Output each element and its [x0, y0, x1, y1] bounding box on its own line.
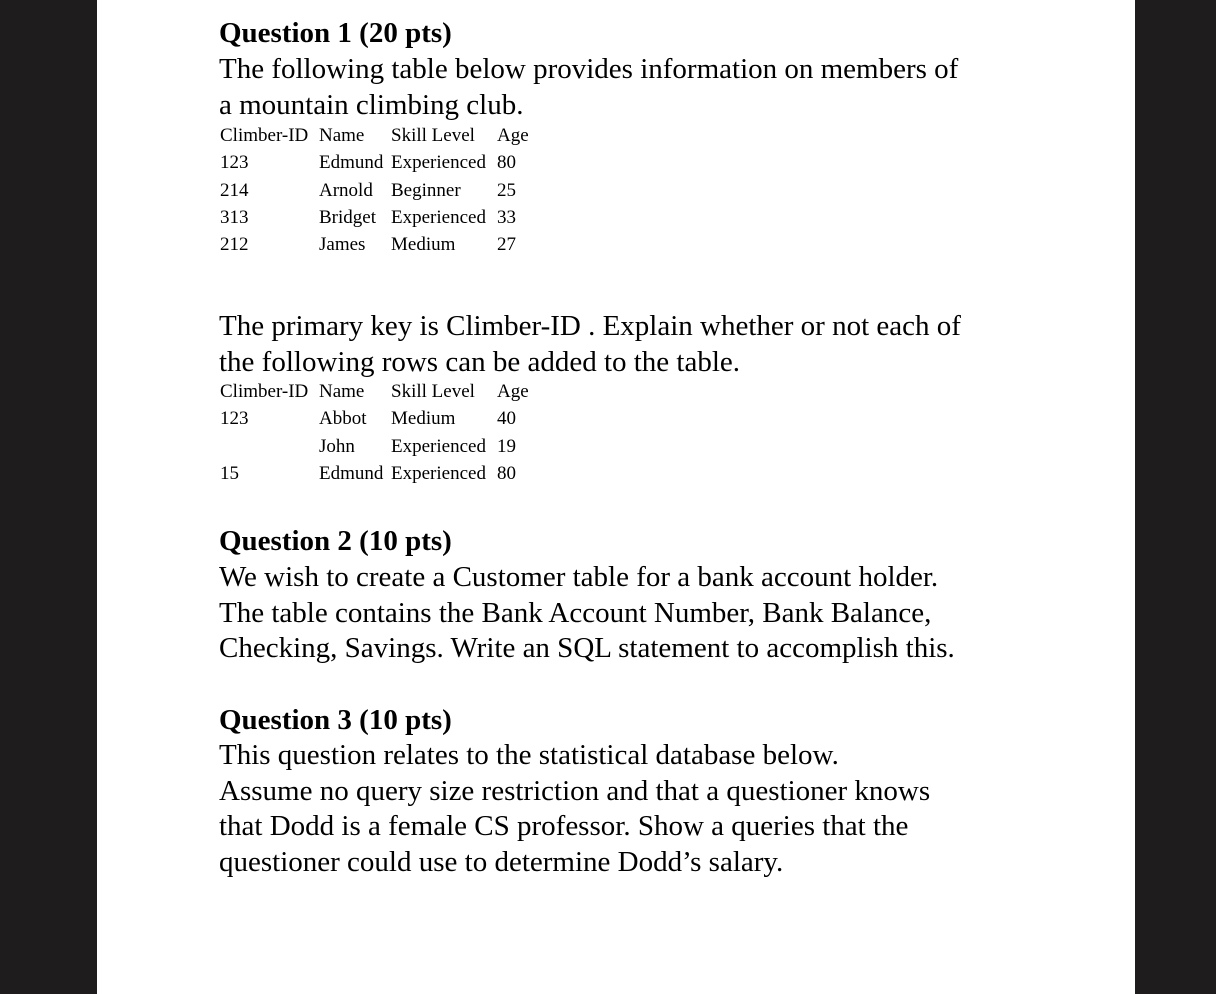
cell-age: 40	[497, 408, 516, 430]
question-2-line: We wish to create a Customer table for a bank account holder.	[219, 561, 939, 593]
column-header-climber-id: Climber-ID	[220, 125, 309, 146]
cell-age: 33	[497, 206, 516, 228]
question-3-line: Assume no query size restriction and that a questioner knows	[219, 774, 931, 807]
cell-name: Abbot	[319, 408, 367, 430]
cell-name: Edmund	[319, 462, 384, 484]
question-1-intro-line: The following table below provides information on members of	[219, 53, 959, 85]
column-header-climber-id: Climber-ID	[220, 381, 309, 402]
column-header-skill-level: Skill Level	[391, 381, 475, 402]
cell-name: Edmund	[319, 152, 384, 174]
question-1-prompt-line: The primary key is Climber-ID . Explain whether or not each of	[219, 310, 961, 342]
question-3-body	[219, 738, 1019, 880]
cell-age: 25	[497, 179, 516, 201]
question-1-prompt-line: the following rows can be added to the table.	[219, 345, 741, 378]
cell-age: 80	[497, 462, 516, 484]
column-header-name: Name	[319, 125, 365, 146]
document-page	[97, 0, 1135, 994]
cell-climber-id: 214	[220, 179, 249, 201]
question-1-prompt	[219, 309, 1019, 380]
cell-name: Bridget	[319, 206, 376, 228]
cell-age: 19	[497, 435, 516, 457]
question-1-intro-line: a mountain climbing club.	[219, 88, 524, 121]
column-header-age: Age	[497, 125, 529, 146]
column-header-skill-level: Skill Level	[391, 125, 475, 146]
question-2-line: Checking, Savings. Write an SQL statement to accomplish this.	[219, 632, 955, 664]
cell-climber-id: 123	[220, 152, 249, 174]
question-3-line: that Dodd is a female CS professor. Show a queries that the	[219, 810, 909, 842]
column-header-age: Age	[497, 381, 529, 402]
cell-skill-level: Experienced	[391, 435, 486, 457]
question-2-heading: Question 2 (10 pts)	[219, 525, 452, 557]
question-2-body	[219, 560, 1019, 667]
question-1-heading: Question 1 (20 pts)	[219, 17, 452, 49]
cell-name: James	[319, 234, 366, 256]
cell-skill-level: Medium	[391, 234, 456, 256]
cell-climber-id: 15	[220, 462, 239, 484]
column-header-name: Name	[319, 381, 365, 402]
question-1-intro	[219, 52, 1019, 123]
cell-age: 80	[497, 152, 516, 174]
cell-climber-id: 313	[220, 206, 249, 228]
cell-age: 27	[497, 234, 516, 256]
cell-skill-level: Experienced	[391, 462, 486, 484]
question-3-heading: Question 3 (10 pts)	[219, 704, 452, 736]
cell-climber-id: 212	[220, 234, 249, 256]
cell-skill-level: Experienced	[391, 152, 486, 174]
question-3-line: questioner could use to determine Dodd’s salary.	[219, 845, 784, 878]
cell-skill-level: Beginner	[391, 179, 461, 201]
question-3-line: This question relates to the statistical database below.	[219, 739, 839, 771]
cell-name: John	[319, 435, 355, 457]
cell-name: Arnold	[319, 179, 373, 201]
cell-skill-level: Experienced	[391, 206, 486, 228]
question-2-line: The table contains the Bank Account Number, Bank Balance,	[219, 596, 932, 629]
cell-skill-level: Medium	[391, 408, 456, 430]
cell-climber-id: 123	[220, 408, 249, 430]
